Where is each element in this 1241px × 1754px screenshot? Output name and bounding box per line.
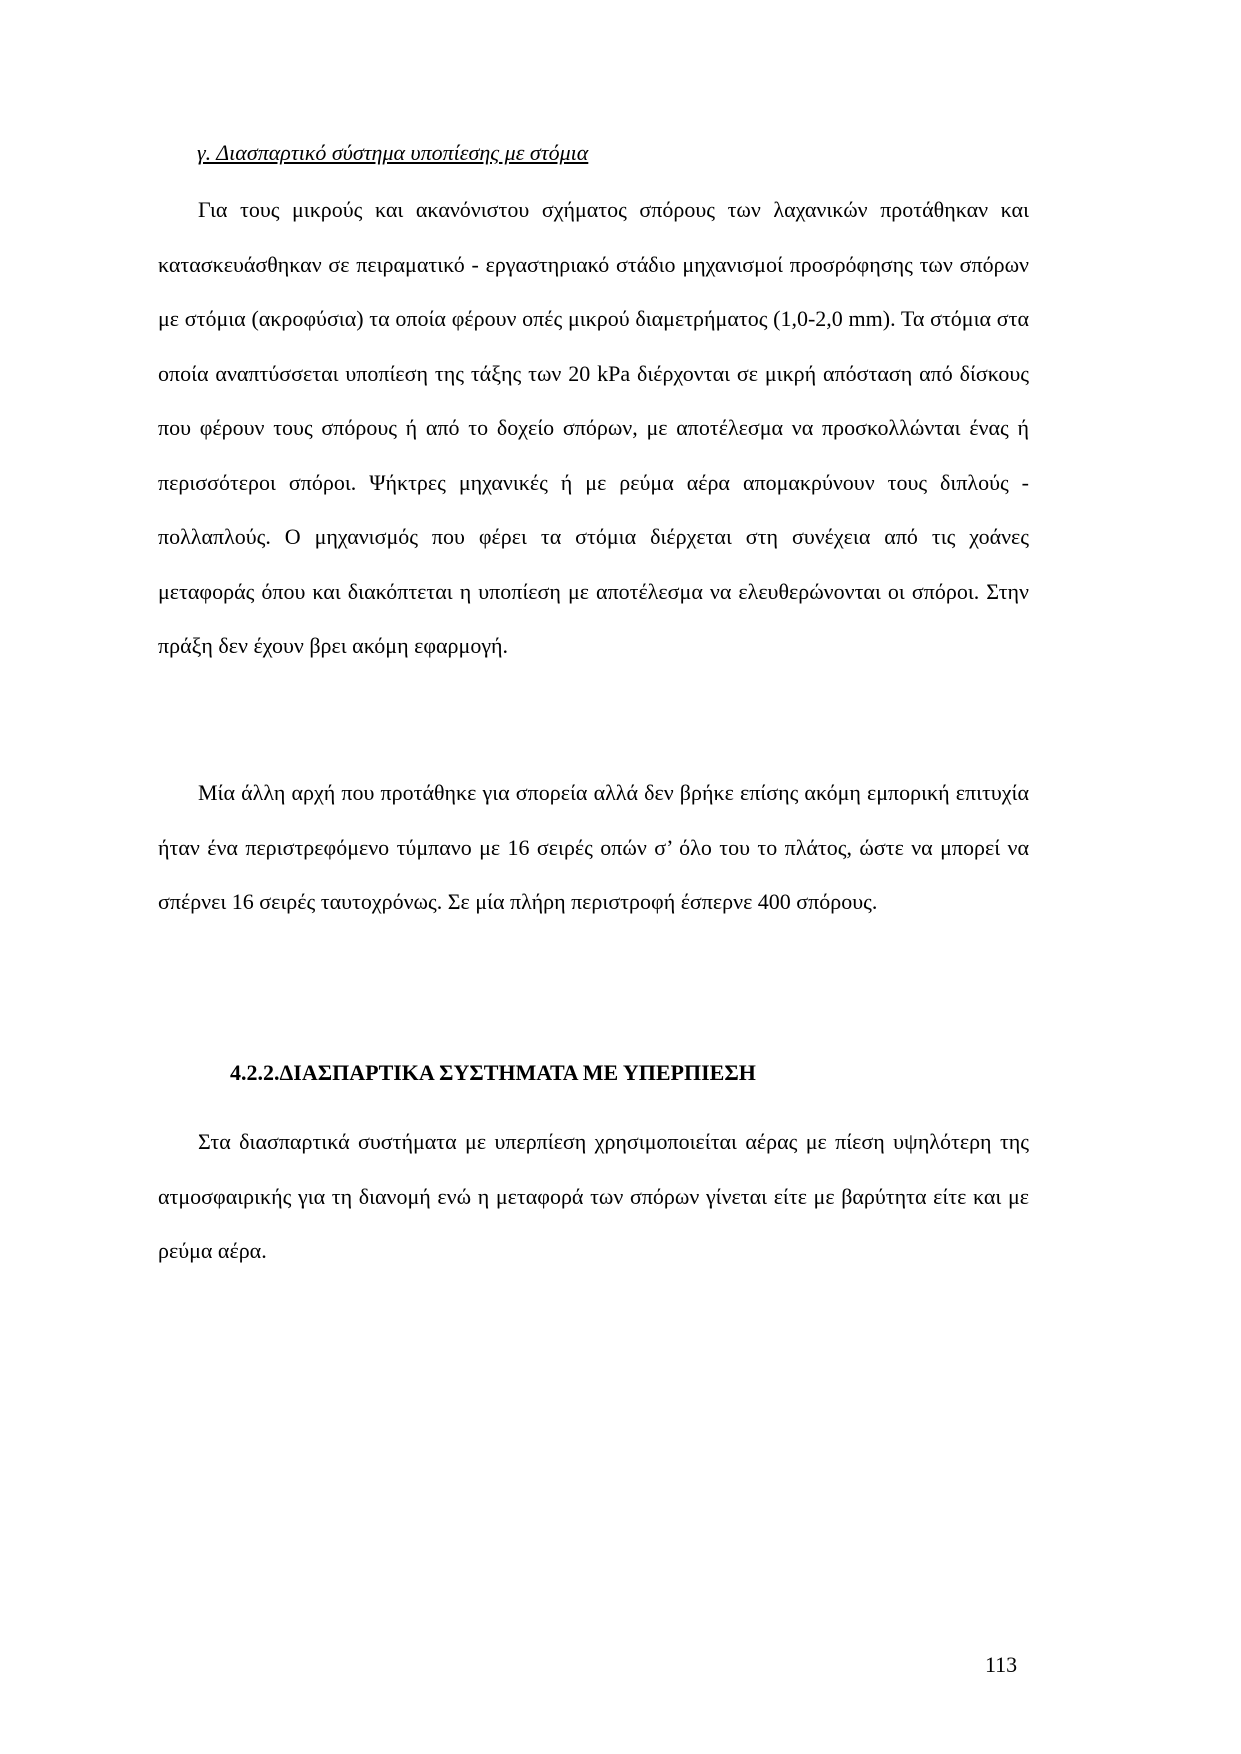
section-heading: 4.2.2.ΔΙΑΣΠΑΡΤΙΚΑ ΣΥΣΤΗΜΑΤΑ ΜΕ ΥΠΕΡΠΙΕΣΗ xyxy=(230,1060,756,1085)
page-number: 113 xyxy=(985,1652,1018,1677)
paragraph-overpressure: Στα διασπαρτικά συστήματα με υπερπίεση χρησιμοποιείται αέρας με πίεση υψηλότερη της ατμοσφαιρικής για τη διανομή ενώ η μεταφορά των σπόρων γίνεται είτε με βαρύτητα είτε και με ρεύμα αέρα. xyxy=(158,1129,1029,1263)
subsection-heading: γ. Διασπαρτικό σύστημα υποπίεσης με στόμια xyxy=(197,140,589,165)
paragraph-vacuum-nozzles: Για τους μικρούς και ακανόνιστου σχήματος σπόρους των λαχανικών προτάθηκαν και κατασκευάσθηκαν σε πειραματικό - εργαστηριακό στάδιο μηχανισμοί προσρόφησης των σπόρων με στόμια (ακροφύσια) τα οποία φέρουν οπές μικρού διαμετρήματος (1,0-2,0 mm). Τα στόμια στα οποία αναπτύσσεται υποπίεση της τάξης των 20 kPa διέρχονται σε μικρή απόσταση από δίσκους που φέρουν τους σπόρους ή από το δοχείο σπόρων, με αποτέλεσμα να προσκολλώνται ένας ή περισσότεροι σπόροι. Ψήκτρες μηχανικές ή με ρεύμα αέρα απομακρύνουν τους διπλούς - πολλαπλούς. Ο μηχανισμός που φέρει τα στόμια διέρχεται στη συνέχεια από τις χοάνες μεταφοράς όπου και διακόπτεται η υποπίεση με αποτέλεσμα να ελευθερώνονται οι σπόροι. Στην πράξη δεν έχουν βρει ακόμη εφαρμογή. xyxy=(158,197,1029,658)
paragraph-rotating-drum: Μία άλλη αρχή που προτάθηκε για σπορεία αλλά δεν βρήκε επίσης ακόμη εμπορική επιτυχία ήταν ένα περιστρεφόμενο τύμπανο με 16 σειρές οπών σ’ όλο του το πλάτος, ώστε να μπορεί να σπέρνει 16 σειρές ταυτοχρόνως. Σε μία πλήρη περιστροφή έσπερνε 400 σπόρους. xyxy=(158,780,1029,914)
